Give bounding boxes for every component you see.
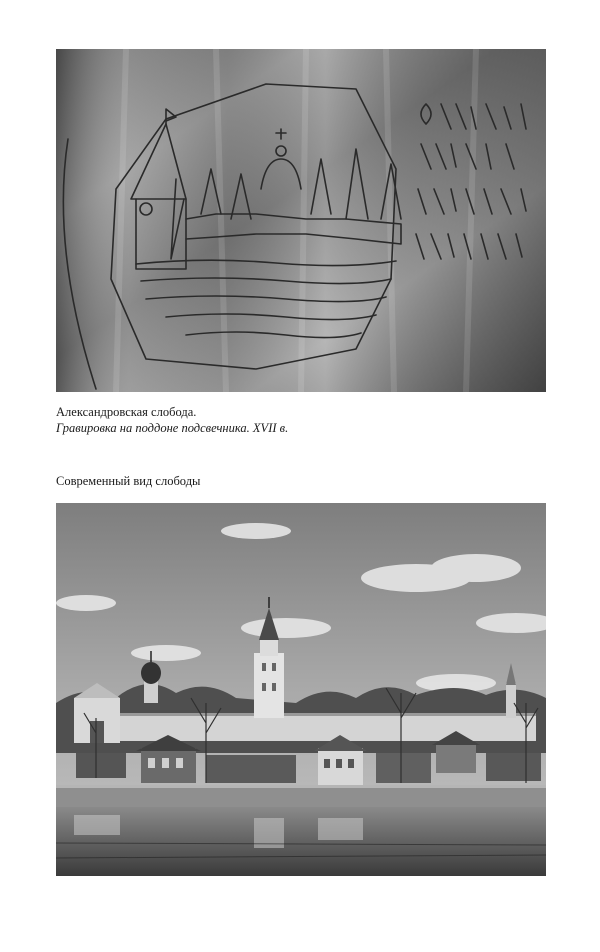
engraving-photo [56,49,546,392]
engraving-image [56,49,546,392]
modern-view-photo [56,503,546,876]
figure2-caption-title: Современный вид слободы [56,474,201,488]
modern-view-image [56,503,546,876]
figure1-caption-subtitle: Гравировка на поддоне подсвечника. XVII в. [56,421,289,435]
figure1-caption-title: Александровская слобода. [56,405,197,419]
